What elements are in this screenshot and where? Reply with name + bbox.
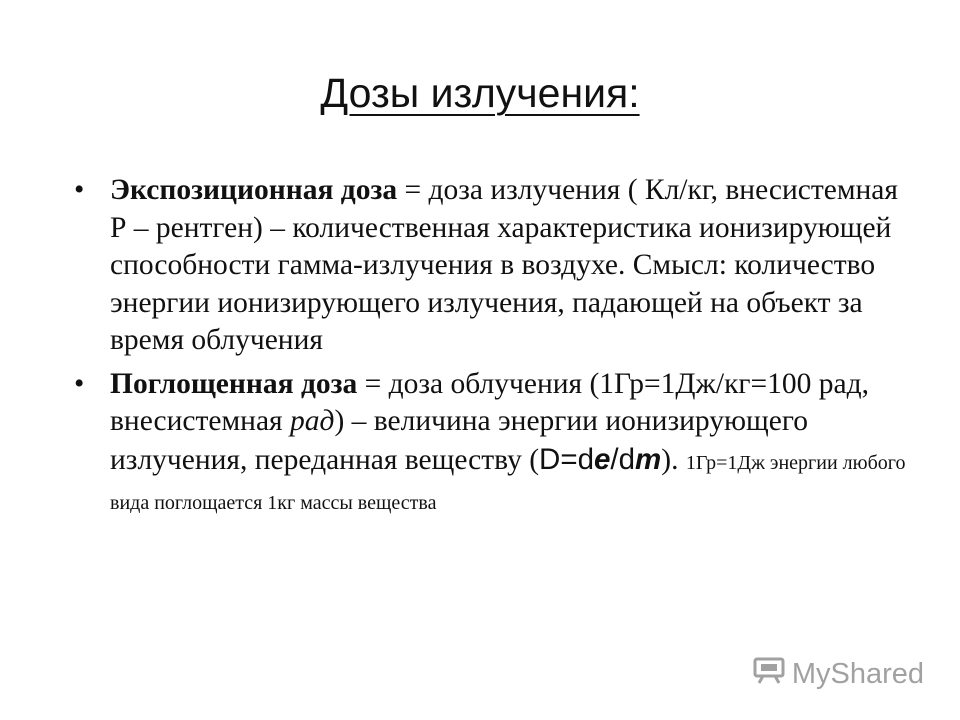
bullet-marker: • bbox=[74, 367, 85, 400]
list-item-absorbed-dose bbox=[72, 366, 912, 523]
term-absorbed-dose: Поглощенная доза bbox=[110, 367, 358, 400]
definition-list bbox=[72, 172, 912, 523]
absorbed-dose-formula: D=de/dm bbox=[539, 442, 662, 476]
gray-unit-note: 1Гр=1Дж энергии любого вида поглощается 1кг массы вещества bbox=[110, 451, 906, 514]
projector-icon bbox=[752, 655, 786, 693]
slide-title: Дозы излучения: bbox=[320, 70, 640, 116]
term-exposure-dose: Экспозиционная доза bbox=[110, 174, 398, 206]
bullet-marker: • bbox=[74, 174, 85, 206]
definition-exposure-dose: = доза излучения ( Кл/кг, внесистемная Р – рентген) – количественная характеристика ионизирующей способности гамма-излучения в воздухе. Смысл: количество энергии ионизирующего излучения, падающей на объект за время облучения bbox=[110, 174, 898, 356]
definition-absorbed-dose-part-c: ). bbox=[661, 443, 686, 476]
list-item-exposure-dose bbox=[72, 172, 912, 360]
definition-absorbed-dose-part-a: = доза облучения (1Гр=1Дж/кг=100 рад, внесистемная bbox=[110, 367, 869, 437]
definition-absorbed-dose-part-b: ) – величина энергии ионизирующего излучения, переданная веществу ( bbox=[110, 405, 808, 476]
watermark-logo bbox=[752, 655, 924, 693]
watermark-text: MyShared bbox=[791, 657, 924, 690]
unit-rad-italic: рад bbox=[290, 405, 335, 437]
